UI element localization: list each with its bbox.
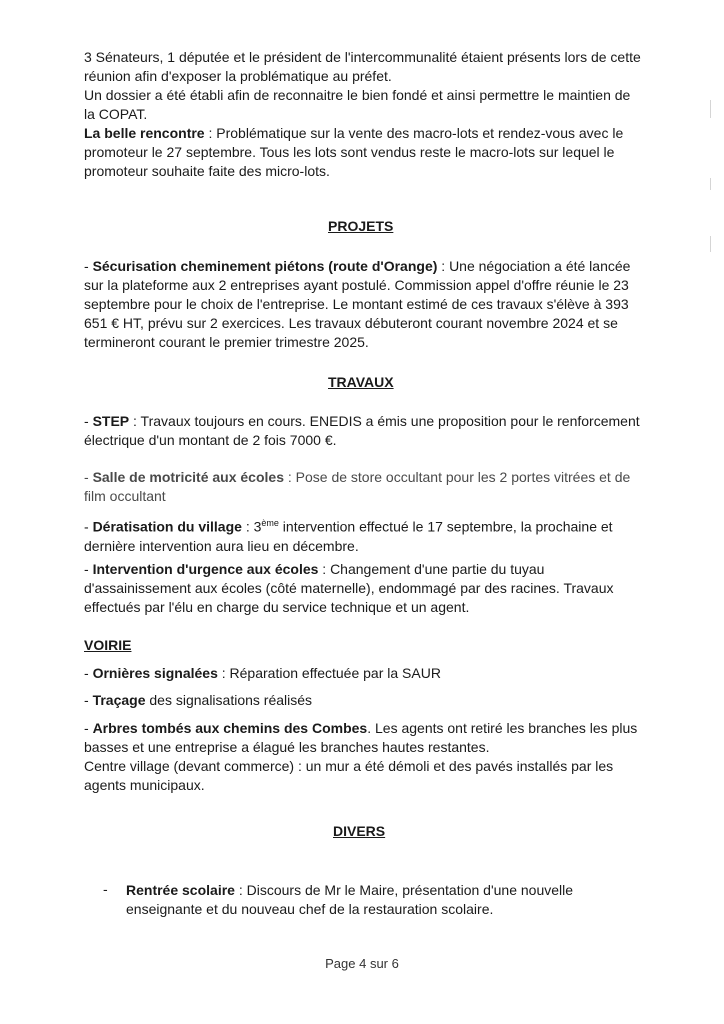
derat-prefix: - [84,518,93,535]
derat-text-b: intervention effectué le 17 septembre, la prochaine et dernière intervention aura lieu en décembre. [84,518,613,554]
intro-paragraph-2 [84,86,644,124]
voirie-arbres [84,719,644,757]
orn-label: Ornières signalées [92,665,218,681]
salle-label: Salle de motricité aux écoles [92,469,284,485]
divers-rentree [126,881,636,919]
scan-mark [710,100,711,118]
salle-prefix: - [84,469,93,485]
heading-travaux: TRAVAUX [328,374,394,390]
rentree-text: : Discours de Mr le Maire, présentation d'une nouvelle enseignante et du nouveau chef de la restauration scolaire. [126,882,574,917]
rencontre-text: : Problématique sur la vente des macro-lots et rendez-vous avec le promoteur le 27 septembre. Tous les lots sont vendus reste le macro-lots sur lequel le promoteur souhaite faite des micro-lots. [84,125,624,179]
voirie-tracage [84,691,644,710]
projets-item-1-text: : Une négociation a été lancée sur la plateforme aux 2 entreprises ayant postulé. Commission appel d'offre réunie le 23 septembre pour le choix de l'entreprise. Le montant estimé de ces travaux s'élève à 393 651 € HT, prévu sur 2 exercices. Les travaux débuteront courant novembre 2024 et se termineront courant le premier trimestre 2025. [84,258,631,350]
arbres-text: . Les agents ont retiré les branches les plus basses et une entreprise a élagué les branches hautes restantes. [84,720,638,755]
derat-text-a: : 3 [241,518,262,535]
urgence-prefix: - [84,561,93,577]
divers-dash: - [103,881,108,897]
derat-sup: ème [261,518,279,528]
centre-text: Centre village (devant commerce) : un mur a été démoli et des pavés installés par les agents municipaux. [84,758,614,793]
scan-mark [710,178,711,190]
projets-item-1 [84,257,644,352]
page-number: Page 4 sur 6 [325,956,399,971]
intro-paragraph-rencontre [84,124,644,181]
voirie-ornieres [84,664,644,683]
heading-voirie: VOIRIE [84,637,132,653]
derat-label: Dératisation du village [92,518,242,535]
travaux-salle [84,468,644,506]
travaux-step [84,412,644,450]
urgence-label: Intervention d'urgence aux écoles [92,561,319,577]
scan-mark [710,236,711,252]
arbres-label: Arbres tombés aux chemins des Combes [92,720,368,736]
salle-text: : Pose de store occultant pour les 2 portes vitrées et de film occultant [84,469,631,504]
rentree-label: Rentrée scolaire [126,882,235,898]
projets-item-1-label: Sécurisation cheminement piétons (route d'Orange) [92,258,438,274]
travaux-deratisation [84,514,644,556]
trac-text: des signalisations réalisés [145,692,313,708]
step-prefix: - [84,413,93,429]
heading-projets: PROJETS [328,218,394,234]
step-text: : Travaux toujours en cours. ENEDIS a émis une proposition pour le renforcement électrique d'un montant de 2 fois 7000 €. [84,413,640,448]
intro-paragraph-1 [84,48,644,86]
heading-divers: DIVERS [333,823,386,839]
orn-prefix: - [84,665,93,681]
step-label: STEP [92,413,130,429]
voirie-centre-village [84,757,644,795]
arbres-prefix: - [84,720,93,736]
projets-item-1-prefix: - [84,258,93,274]
orn-text: : Réparation effectuée par la SAUR [217,665,441,681]
intro-line-2: Un dossier a été établi afin de reconnaitre le bien fondé et ainsi permettre le maintien de la COPAT. [84,87,631,122]
urgence-text: : Changement d'une partie du tuyau d'assainissement aux écoles (côté maternelle), endommagé par des racines. Travaux effectués par l'élu en charge du service technique et un agent. [84,561,614,615]
travaux-urgence [84,560,644,617]
intro-line-1: 3 Sénateurs, 1 députée et le président de l'intercommunalité étaient présents lors de cette réunion afin d'exposer la problématique au préfet. [84,49,641,84]
trac-label: Traçage [92,692,146,708]
rencontre-label: La belle rencontre [84,125,205,141]
trac-prefix: - [84,692,93,708]
